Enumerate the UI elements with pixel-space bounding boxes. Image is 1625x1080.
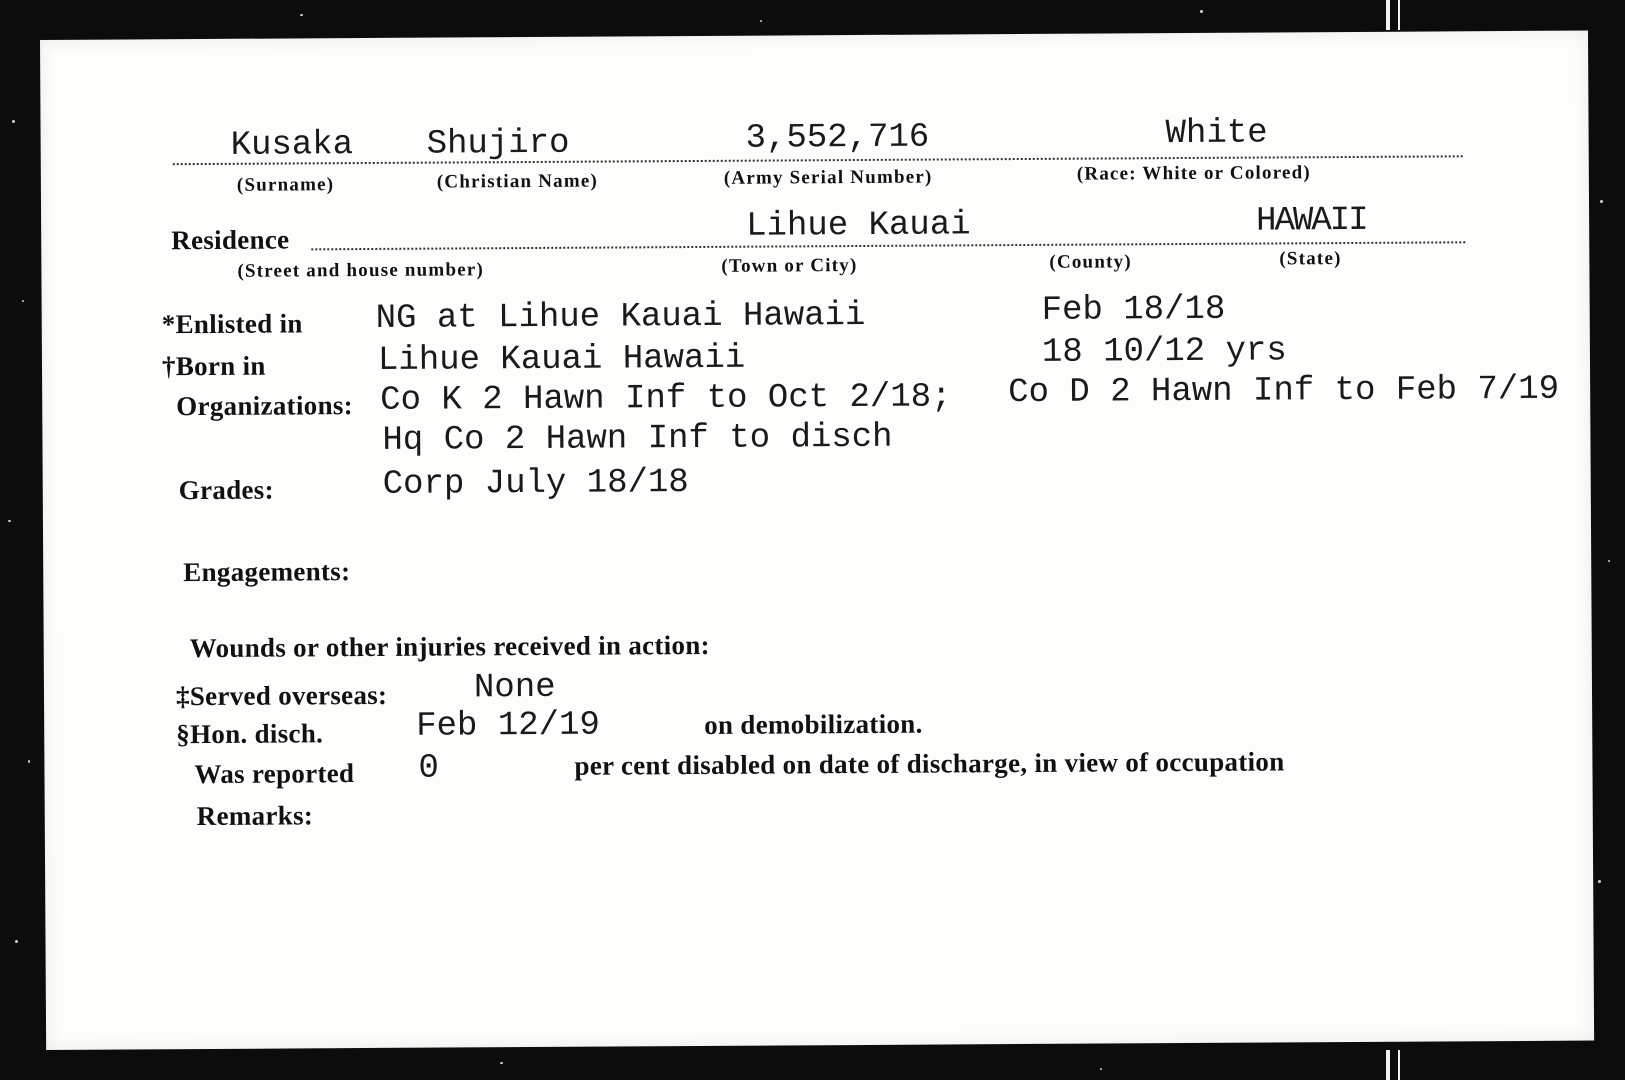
- film-speck: [1200, 10, 1203, 13]
- christian-name-caption: (Christian Name): [436, 170, 599, 193]
- film-speck: [1598, 880, 1601, 883]
- grades-value: Corp July 18/18: [382, 464, 689, 504]
- county-caption: (County): [1049, 251, 1132, 273]
- engagements-label: Engagements:: [183, 556, 351, 588]
- film-speck: [8, 520, 11, 522]
- residence-state-value: HAWAII: [1256, 201, 1367, 241]
- serial-number-caption: (Army Serial Number): [723, 166, 933, 189]
- film-edge-mark: [1386, 0, 1390, 30]
- discharge-suffix: on demobilization.: [704, 708, 923, 740]
- grades-label: Grades:: [178, 474, 274, 506]
- film-speck: [1608, 560, 1610, 562]
- disability-suffix: per cent disabled on date of discharge, in view of occupation: [574, 746, 1285, 781]
- film-speck: [1100, 1068, 1102, 1070]
- residence-label: Residence: [171, 224, 290, 256]
- film-edge-mark: [1398, 0, 1400, 30]
- surname-caption: (Surname): [236, 174, 335, 196]
- organizations-line1a: Co K 2 Hawn Inf to Oct 2/18;: [380, 378, 952, 420]
- discharge-date-value: Feb 12/19: [416, 706, 600, 746]
- film-speck: [760, 20, 762, 22]
- born-place-value: Lihue Kauai Hawaii: [377, 339, 746, 380]
- film-speck: [28, 760, 30, 763]
- town-caption: (Town or City): [721, 255, 858, 277]
- state-caption: (State): [1279, 248, 1342, 270]
- organizations-label: Organizations:: [176, 390, 354, 422]
- film-speck: [300, 14, 303, 16]
- film-edge-mark: [1386, 1050, 1390, 1080]
- film-speck: [12, 120, 15, 123]
- film-edge-mark: [1398, 1050, 1400, 1080]
- born-age-value: 18 10/12 yrs: [1041, 332, 1287, 372]
- remarks-label: Remarks:: [196, 800, 314, 832]
- film-speck: [1600, 200, 1603, 203]
- disability-percent-value: 0: [418, 749, 439, 788]
- race-value: White: [1165, 114, 1268, 154]
- organizations-line2: Hq Co 2 Hawn Inf to disch: [382, 418, 893, 460]
- honorable-discharge-label: §Hon. disch.: [176, 718, 324, 750]
- enlisted-date-value: Feb 18/18: [1041, 290, 1226, 330]
- surname-value: Kusaka: [230, 126, 354, 165]
- film-speck: [15, 940, 18, 943]
- enlisted-place-value: NG at Lihue Kauai Hawaii: [375, 296, 866, 338]
- served-overseas-label: ‡Served overseas:: [175, 679, 388, 712]
- serial-number-value: 3,552,716: [745, 118, 930, 158]
- enlisted-label: *Enlisted in: [161, 308, 303, 340]
- film-speck: [500, 1062, 503, 1064]
- race-caption: (Race: White or Colored): [1076, 162, 1311, 185]
- born-label: †Born in: [161, 350, 266, 382]
- organizations-line1b: Co D 2 Hawn Inf to Feb 7/19: [1008, 370, 1560, 413]
- served-overseas-value: None: [473, 668, 556, 708]
- christian-name-value: Shujiro: [426, 124, 570, 164]
- film-speck: [22, 300, 24, 302]
- was-reported-label: Was reported: [194, 758, 355, 790]
- street-caption: (Street and house number): [237, 259, 485, 282]
- residence-town-value: Lihue Kauai: [746, 206, 971, 246]
- wounds-label: Wounds or other injuries received in action:: [189, 629, 711, 664]
- record-card: [40, 31, 1594, 1050]
